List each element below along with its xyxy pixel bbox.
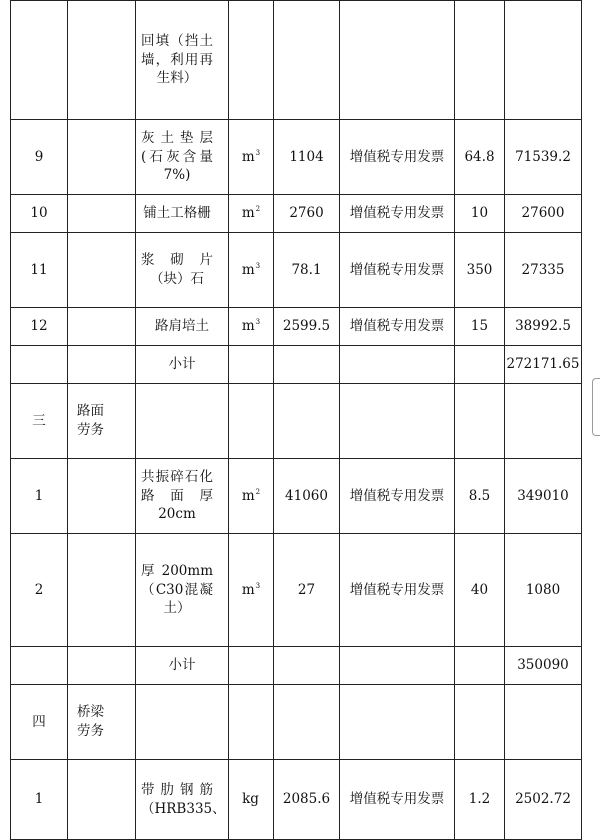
unit-text: m xyxy=(241,148,255,165)
row-number-text: 2 xyxy=(34,581,44,598)
item-name-cell xyxy=(136,685,229,760)
invoice-type-cell xyxy=(340,308,455,346)
row-number-text: 1 xyxy=(34,791,44,808)
quantity-cell xyxy=(274,1,340,120)
unit-cell xyxy=(229,685,274,760)
unit-text: m xyxy=(241,261,255,278)
unit-text: m xyxy=(241,205,255,222)
side-scroll-tab[interactable] xyxy=(592,378,600,436)
row-number xyxy=(11,1,68,120)
quantity-cell-text: 2085.6 xyxy=(282,791,331,808)
unit-exponent: 3 xyxy=(255,318,261,327)
amount-cell xyxy=(505,195,582,233)
unit-price-cell xyxy=(455,685,505,760)
category-cell xyxy=(68,459,136,534)
invoice-type-cell xyxy=(340,1,455,120)
category-cell xyxy=(68,233,136,308)
table-row xyxy=(11,1,582,120)
table-row xyxy=(11,685,582,760)
item-name-cell xyxy=(136,760,229,840)
category-cell xyxy=(68,346,136,384)
item-name-cell xyxy=(136,647,229,685)
category-cell xyxy=(68,647,136,685)
unit-exponent: 2 xyxy=(255,487,261,496)
amount-cell xyxy=(505,384,582,459)
unit-price-cell xyxy=(455,195,505,233)
unit-cell xyxy=(229,308,274,346)
amount-cell xyxy=(505,1,582,120)
amount-cell xyxy=(505,459,582,534)
unit-exponent: 3 xyxy=(255,261,261,270)
invoice-type-cell xyxy=(340,760,455,840)
amount-cell-text: 2502.72 xyxy=(515,791,571,808)
invoice-type-cell xyxy=(340,346,455,384)
table-row xyxy=(11,647,582,685)
unit-cell xyxy=(229,647,274,685)
invoice-type-cell xyxy=(340,459,455,534)
item-name-cell-text: 路肩培土 xyxy=(155,318,209,335)
item-name-cell-text: 小计 xyxy=(168,356,196,373)
row-number xyxy=(11,647,68,685)
item-name-cell xyxy=(136,308,229,346)
row-number xyxy=(11,459,68,534)
unit-price-cell xyxy=(455,308,505,346)
unit-cell xyxy=(229,346,274,384)
invoice-type-cell-text: 增值税专用发票 xyxy=(349,791,445,808)
item-name-cell xyxy=(136,195,229,233)
unit-price-cell-text: 15 xyxy=(470,318,489,335)
quantity-cell xyxy=(274,233,340,308)
invoice-type-cell-text: 增值税专用发票 xyxy=(349,581,445,598)
unit-price-cell-text: 1.2 xyxy=(468,791,491,808)
item-name-cell-text: 带肋钢筋（HRB335、 xyxy=(141,781,226,817)
unit-exponent: 2 xyxy=(255,205,261,214)
quantity-cell xyxy=(274,195,340,233)
unit-cell xyxy=(229,760,274,840)
table-row xyxy=(11,384,582,459)
invoice-type-cell-text: 增值税专用发票 xyxy=(349,148,445,165)
unit-cell xyxy=(229,120,274,195)
amount-cell xyxy=(505,120,582,195)
unit-price-cell-text: 350 xyxy=(466,261,493,278)
amount-cell-text: 349010 xyxy=(517,487,569,504)
unit-cell xyxy=(229,233,274,308)
category-cell-text: 桥梁劳务 xyxy=(77,704,104,739)
invoice-type-cell-text: 增值税专用发票 xyxy=(349,318,445,335)
item-name-cell xyxy=(136,120,229,195)
unit-text: m xyxy=(241,318,255,335)
category-cell xyxy=(68,685,136,760)
invoice-type-cell xyxy=(340,195,455,233)
amount-cell xyxy=(505,760,582,840)
quantity-cell xyxy=(274,308,340,346)
table-row xyxy=(11,459,582,534)
category-cell xyxy=(68,384,136,459)
unit-price-cell xyxy=(455,459,505,534)
quantity-cell-text: 41060 xyxy=(285,487,328,504)
invoice-type-cell xyxy=(340,384,455,459)
table-row xyxy=(11,760,582,840)
amount-cell xyxy=(505,308,582,346)
row-number xyxy=(11,346,68,384)
amount-cell xyxy=(505,233,582,308)
invoice-type-cell xyxy=(340,685,455,760)
unit-price-cell-text: 64.8 xyxy=(464,148,495,165)
unit-cell xyxy=(229,384,274,459)
quantity-cell-text: 2760 xyxy=(289,205,324,222)
quantity-cell xyxy=(274,685,340,760)
unit-price-cell-text: 40 xyxy=(470,581,489,598)
table-row xyxy=(11,120,582,195)
unit-text: m xyxy=(241,487,255,504)
invoice-type-cell-text: 增值税专用发票 xyxy=(349,205,445,222)
item-name-cell-text: 回填（挡土墙，利用再生料） xyxy=(141,32,213,87)
invoice-type-cell xyxy=(340,647,455,685)
category-cell xyxy=(68,308,136,346)
row-number xyxy=(11,308,68,346)
quantity-cell xyxy=(274,120,340,195)
item-name-cell-text: 浆砌片（块）石 xyxy=(141,252,213,287)
row-number-text: 11 xyxy=(30,261,48,278)
amount-cell xyxy=(505,534,582,647)
unit-price-cell-text: 8.5 xyxy=(468,487,491,504)
item-name-cell-text: 小计 xyxy=(168,657,196,674)
row-number xyxy=(11,233,68,308)
quantity-cell-text: 27 xyxy=(297,581,316,598)
quantity-cell xyxy=(274,534,340,647)
category-cell xyxy=(68,534,136,647)
item-name-cell-text: 灰土垫层(石灰含量7%) xyxy=(141,129,213,184)
row-number xyxy=(11,534,68,647)
quantity-cell-text: 2599.5 xyxy=(282,318,331,335)
row-number-text: 10 xyxy=(30,205,48,222)
table-row xyxy=(11,534,582,647)
amount-cell-text: 1080 xyxy=(525,581,561,598)
quantity-cell xyxy=(274,384,340,459)
category-cell xyxy=(68,120,136,195)
item-name-cell xyxy=(136,459,229,534)
invoice-type-cell xyxy=(340,120,455,195)
amount-cell-text: 350090 xyxy=(517,657,569,674)
category-cell-text: 路面劳务 xyxy=(77,403,104,438)
invoice-type-cell-text: 增值税专用发票 xyxy=(349,261,445,278)
row-number-text: 三 xyxy=(32,412,46,429)
unit-cell xyxy=(229,1,274,120)
quantity-cell xyxy=(274,346,340,384)
amount-cell xyxy=(505,346,582,384)
unit-price-cell xyxy=(455,534,505,647)
amount-cell-text: 71539.2 xyxy=(515,148,571,165)
unit-price-cell xyxy=(455,120,505,195)
category-cell xyxy=(68,1,136,120)
row-number-text: 9 xyxy=(34,148,44,165)
unit-text: m xyxy=(241,581,255,598)
row-number xyxy=(11,760,68,840)
invoice-type-cell xyxy=(340,233,455,308)
unit-cell xyxy=(229,459,274,534)
table-row xyxy=(11,346,582,384)
quantity-cell-text: 78.1 xyxy=(291,261,322,278)
row-number-text: 1 xyxy=(34,487,44,504)
quantity-cell xyxy=(274,647,340,685)
quantity-cell-text: 1104 xyxy=(289,148,324,165)
item-name-cell-text: 厚200mm（C30混凝土） xyxy=(141,562,213,617)
category-cell xyxy=(68,195,136,233)
row-number-text: 12 xyxy=(30,318,48,335)
row-number xyxy=(11,384,68,459)
invoice-type-cell-text: 增值税专用发票 xyxy=(349,487,445,504)
item-name-cell xyxy=(136,1,229,120)
table-row xyxy=(11,195,582,233)
amount-cell xyxy=(505,685,582,760)
item-name-cell xyxy=(136,346,229,384)
quantity-cell xyxy=(274,459,340,534)
unit-cell xyxy=(229,534,274,647)
category-cell xyxy=(68,760,136,840)
unit-price-cell xyxy=(455,647,505,685)
row-number xyxy=(11,195,68,233)
row-number-text: 四 xyxy=(32,713,46,730)
amount-cell-text: 38992.5 xyxy=(515,318,571,335)
table-row xyxy=(11,233,582,308)
amount-cell-text: 27600 xyxy=(521,205,565,222)
item-name-cell xyxy=(136,384,229,459)
item-name-cell-text: 铺土工格栅 xyxy=(143,205,211,222)
unit-exponent: 3 xyxy=(255,148,261,157)
unit-price-cell-text: 10 xyxy=(470,205,489,222)
quantity-cell xyxy=(274,760,340,840)
unit-cell xyxy=(229,195,274,233)
item-name-cell-text: 共振碎石化路面厚20cm xyxy=(141,468,213,523)
item-name-cell xyxy=(136,534,229,647)
amount-cell-text: 272171.65 xyxy=(506,356,580,373)
row-number xyxy=(11,685,68,760)
unit-price-cell xyxy=(455,233,505,308)
unit-price-cell xyxy=(455,760,505,840)
unit-price-cell xyxy=(455,346,505,384)
amount-cell-text: 27335 xyxy=(521,261,565,278)
item-name-cell xyxy=(136,233,229,308)
unit-price-cell xyxy=(455,384,505,459)
invoice-type-cell xyxy=(340,534,455,647)
unit-price-cell xyxy=(455,1,505,120)
row-number xyxy=(11,120,68,195)
unit-exponent: 3 xyxy=(255,581,261,590)
table-row xyxy=(11,308,582,346)
cost-table xyxy=(10,0,582,840)
unit-text: kg xyxy=(242,791,259,808)
amount-cell xyxy=(505,647,582,685)
